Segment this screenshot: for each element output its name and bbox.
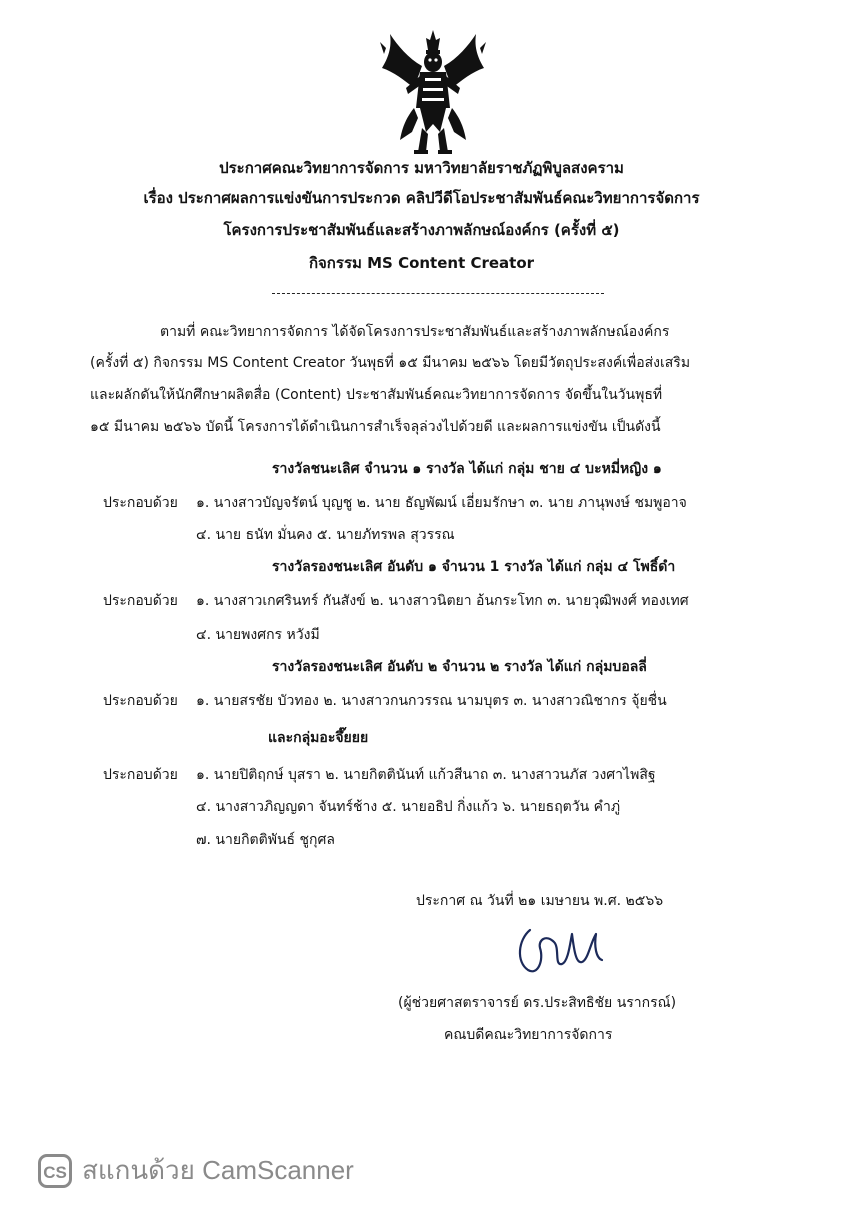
camscanner-text: สแกนด้วย CamScanner [82,1155,354,1185]
announcement-date: ประกาศ ณ วันที่ ๒๑ เมษายน พ.ศ. ๒๕๖๖ [416,893,664,909]
header-divider [272,293,604,294]
activity-title: กิจกรรม MS Content Creator [308,254,535,272]
third-prize-label: ประกอบด้วย [103,693,178,709]
first-prize-members-row2: ๔. นาย ธนัท มั่นคง ๕. นายภัทรพล สุวรรณ [196,527,455,543]
intro-paragraph-line2: (ครั้งที่ ๕) กิจกรรม MS Content Creator วันพุธที่ ๑๕ มีนาคม ๒๕๖๖ โดยมีวัตถุประสงค์เพื่อส่งเสริม [90,355,691,371]
camscanner-logo-icon: CS [38,1154,72,1188]
second-prize-members-row2: ๔. นายพงศกร หวังมี [196,627,320,643]
signer-name: (ผู้ช่วยศาสตราจารย์ ดร.ประสิทธิชัย นรากรณ์) [398,995,677,1011]
camscanner-watermark [38,1150,354,1191]
second-prize-title: รางวัลรองชนะเลิศ อันดับ ๑ จำนวน 1 รางวัล ได้แก่ กลุ่ม ๔ โพธิ์ดำ [272,559,676,575]
intro-paragraph-line4: ๑๕ มีนาคม ๒๕๖๖ บัดนี้ โครงการได้ดำเนินการสำเร็จลุล่วงไปด้วยดี และผลการแข่งขัน เป็นดังนี้ [90,419,661,435]
intro-paragraph-line3: และผลักดันให้นักศึกษาผลิตสื่อ (Content) ประชาสัมพันธ์คณะวิทยาการจัดการ จัดขึ้นในวันพุธที่ [90,387,663,403]
intro-paragraph-line1: ตามที่ คณะวิทยาการจัดการ ได้จัดโครงการประชาสัมพันธ์และสร้างภาพลักษณ์องค์กร [160,324,670,340]
third-prize-group2-members-row2: ๔. นางสาวภิญญดา จันทร์ช้าง ๕. นายอธิป กิ่งแก้ว ๖. นายธฤตวัน คำภู่ [196,799,621,815]
third-prize-group1-members: ๑. นายสรชัย บัวทอง ๒. นางสาวกนกวรรณ นามบุตร ๓. นางสาวณิชากร จุ้ยชื่น [196,693,667,709]
first-prize-title: รางวัลชนะเลิศ จำนวน ๑ รางวัล ได้แก่ กลุ่ม ชาย ๔ บะหมี่หญิง ๑ [272,461,662,477]
third-prize-group2-members-row3: ๗. นายกิตติพันธ์ ชูกุศล [196,832,335,848]
garuda-emblem-icon [378,28,488,156]
project-title: โครงการประชาสัมพันธ์และสร้างภาพลักษณ์องค์กร (ครั้งที่ ๕) [223,221,620,239]
third-prize-group2-members-row1: ๑. นายปิติฤกษ์ บุสรา ๒. นายกิตตินันท์ แก้วสีนาถ ๓. นางสาวนภัส วงศาไพสิฐ [196,767,656,783]
announcement-title: ประกาศคณะวิทยาการจัดการ มหาวิทยาลัยราชภัฏพิบูลสงคราม [219,159,624,177]
first-prize-members-row1: ๑. นางสาวบัญจรัตน์ บุญชู ๒. นาย ธัญพัฒน์ เอี่ยมรักษา ๓. นาย ภานุพงษ์ ชมพูอาจ [196,495,687,511]
third-prize-group2-label: ประกอบด้วย [103,767,178,783]
third-prize-group2-title: และกลุ่มอะจึ๊ยยย [268,730,369,746]
signer-position: คณบดีคณะวิทยาการจัดการ [444,1027,613,1043]
third-prize-title: รางวัลรองชนะเลิศ อันดับ ๒ จำนวน ๒ รางวัล ได้แก่ กลุ่มบอลลี่ [272,659,647,675]
signature-icon [510,920,610,978]
second-prize-label: ประกอบด้วย [103,593,178,609]
first-prize-label: ประกอบด้วย [103,495,178,511]
announcement-subject: เรื่อง ประกาศผลการแข่งขันการประกวด คลิปวีดีโอประชาสัมพันธ์คณะวิทยาการจัดการ [143,189,700,207]
second-prize-members-row1: ๑. นางสาวเกศรินทร์ กันสังข์ ๒. นางสาวนิตยา อ้นกระโทก ๓. นายวุฒิพงศ์ ทองเทศ [196,593,689,609]
